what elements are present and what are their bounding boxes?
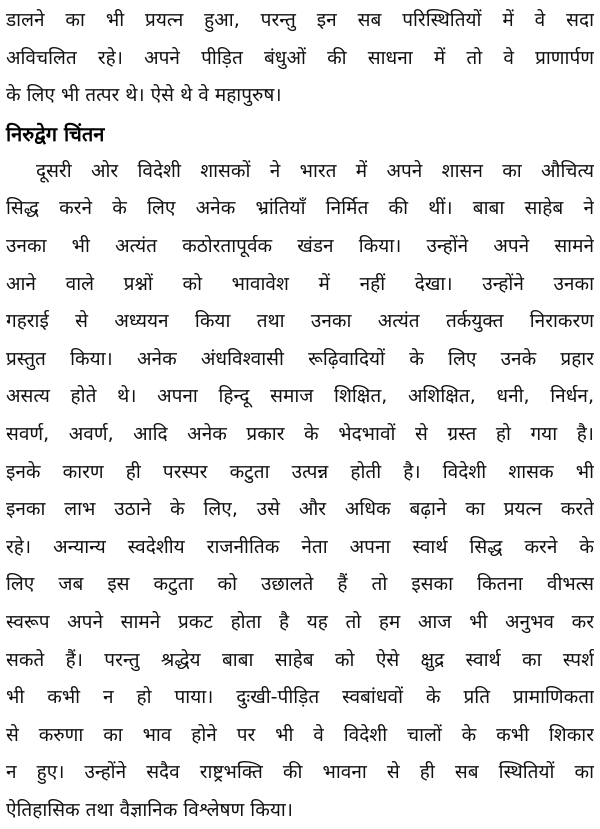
text-line: सिद्ध करने के लिए अनेक भ्रांतियाँ निर्मित की थीं। बाबा साहेब ने xyxy=(6,197,594,220)
text-line: से करुणा का भाव होने पर भी वे विदेशी चालों के कभी शिकार xyxy=(6,723,594,746)
section-heading: निरुद्वेग चिंतन xyxy=(6,121,105,146)
text-line: अविचलित रहे। अपने पीड़ित बंधुओं की साधना में तो वे प्राणार्पण xyxy=(6,46,594,69)
text-line: लिए जब इस कटुता को उछालते हैं तो इसका कितना वीभत्स xyxy=(6,573,594,596)
text-line: भी कभी न हो पाया। दुःखी-पीड़ित स्वबांधवों के प्रति प्रामाणिकता xyxy=(6,686,594,709)
text-line: डालने का भी प्रयत्न हुआ, परन्तु इन सब परिस्थितियों में वे सदा xyxy=(6,9,594,31)
text-line: ऐतिहासिक तथा वैज्ञानिक विश्लेषण किया। xyxy=(6,798,293,821)
text-line: स्वरूप अपने सामने प्रकट होता है यह तो हम आज भी अनुभव कर xyxy=(6,610,594,633)
text-line: के लिए भी तत्पर थे। ऐसे थे वे महापुरुष। xyxy=(6,84,282,107)
text-line: असत्य होते थे। अपना हिन्दू समाज शिक्षित, अशिक्षित, धनी, निर्धन, xyxy=(6,385,594,408)
text-line: न हुए। उन्होंने सदैव राष्ट्रभक्ति की भावना से ही सब स्थितियों का xyxy=(6,761,594,784)
text-line: इनके कारण ही परस्पर कटुता उत्पन्न होती है। विदेशी शासक भी xyxy=(6,460,594,483)
text-line: सकते हैं। परन्तु श्रद्धेय बाबा साहेब को ऐसे क्षुद्र स्वार्थ का स्पर्श xyxy=(6,648,594,671)
paragraph-intro xyxy=(6,2,594,115)
text-line: दूसरी ओर विदेशी शासकों ने भारत में अपने शासन का औचित्य xyxy=(36,159,594,182)
text-line: उनका भी अत्यंत कठोरतापूर्वक खंडन किया। उन्होंने अपने सामने xyxy=(6,234,594,257)
text-line: प्रस्तुत किया। अनेक अंधविश्वासी रूढ़िवादियों के लिए उनके प्रहार xyxy=(6,347,594,370)
text-line: आने वाले प्रश्नों को भावावेश में नहीं देखा। उन्होंने उनका xyxy=(6,272,594,295)
text-line: सवर्ण, अवर्ण, आदि अनेक प्रकार के भेदभावों से ग्रस्त हो गया है। xyxy=(6,422,594,445)
text-line: गहराई से अध्ययन किया तथा उनका अत्यंत तर्कयुक्त निराकरण xyxy=(6,310,594,333)
text-line: इनका लाभ उठाने के लिए, उसे और अधिक बढ़ाने का प्रयत्न करते xyxy=(6,498,594,521)
paragraph-main xyxy=(6,153,594,829)
text-line: रहे। अन्यान्य स्वदेशीय राजनीतिक नेता अपना स्वार्थ सिद्ध करने के xyxy=(6,535,594,558)
